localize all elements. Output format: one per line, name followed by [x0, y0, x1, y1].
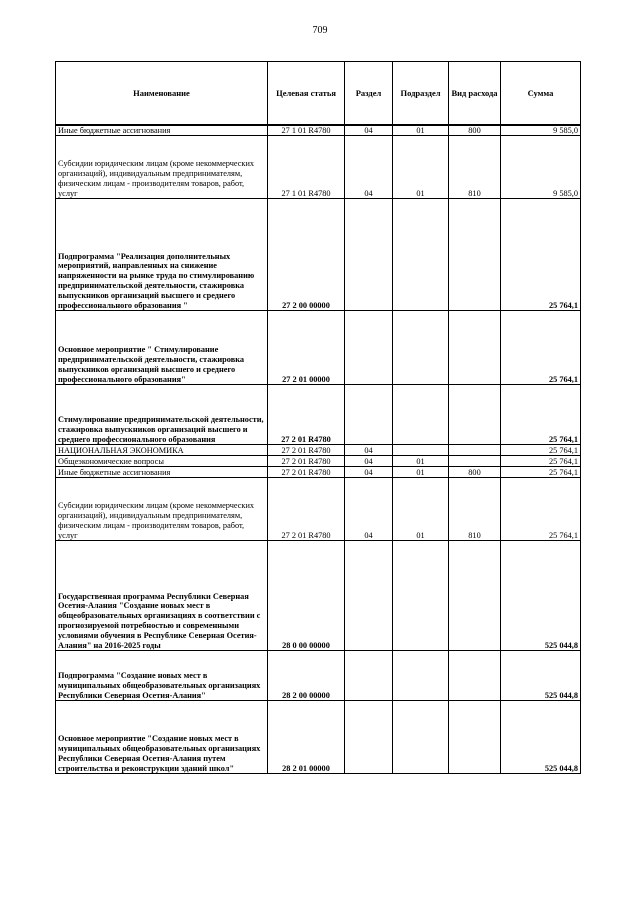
row-subsection — [393, 701, 449, 774]
header-subsection: Подраздел — [393, 62, 449, 125]
row-amount: 25 764,1 — [501, 467, 581, 478]
row-target: 27 2 01 R4780 — [268, 445, 345, 456]
row-target: 27 1 01 R4780 — [268, 136, 345, 199]
row-section — [345, 651, 393, 701]
table-row — [56, 445, 581, 456]
table-row — [56, 478, 581, 541]
row-name: Субсидии юридическим лицам (кроме некоммерческих организаций), индивидуальным предпринимателям, физическим лицам - производителям товаров, работ, услуг — [56, 136, 268, 199]
row-amount: 525 044,8 — [501, 541, 581, 651]
table-row — [56, 136, 581, 199]
row-expense-type — [449, 651, 501, 701]
row-subsection — [393, 199, 449, 311]
row-section — [345, 385, 393, 445]
row-amount: 25 764,1 — [501, 385, 581, 445]
header-target: Целевая статья — [268, 62, 345, 125]
row-subsection — [393, 311, 449, 385]
table-header-row — [56, 62, 581, 125]
row-expense-type: 810 — [449, 478, 501, 541]
row-subsection — [393, 651, 449, 701]
row-section — [345, 311, 393, 385]
row-target: 28 0 00 00000 — [268, 541, 345, 651]
row-section: 04 — [345, 456, 393, 467]
row-section — [345, 701, 393, 774]
header-expense-type: Вид расхода — [449, 62, 501, 125]
row-expense-type — [449, 541, 501, 651]
row-amount: 25 764,1 — [501, 478, 581, 541]
row-name: Подпрограмма "Реализация дополнительных мероприятий, направленных на снижение напряженности на рынке труда по стимулированию предпринимательской деятельности, стажировка выпускников организаций высшего и среднего профессионального образования " — [56, 199, 268, 311]
header-name: Наименование — [56, 62, 268, 125]
table-row — [56, 467, 581, 478]
row-target: 28 2 00 00000 — [268, 651, 345, 701]
row-subsection: 01 — [393, 467, 449, 478]
row-expense-type — [449, 445, 501, 456]
row-section — [345, 199, 393, 311]
row-expense-type — [449, 385, 501, 445]
row-name: НАЦИОНАЛЬНАЯ ЭКОНОМИКА — [56, 445, 268, 456]
row-name: Общеэкономические вопросы — [56, 456, 268, 467]
row-subsection — [393, 541, 449, 651]
row-expense-type: 800 — [449, 467, 501, 478]
row-target: 27 1 01 R4780 — [268, 125, 345, 136]
row-expense-type — [449, 701, 501, 774]
table-body — [56, 125, 581, 774]
row-section: 04 — [345, 136, 393, 199]
row-amount: 525 044,8 — [501, 701, 581, 774]
row-expense-type: 800 — [449, 125, 501, 136]
row-expense-type: 810 — [449, 136, 501, 199]
table-row — [56, 199, 581, 311]
row-section: 04 — [345, 467, 393, 478]
table-row — [56, 456, 581, 467]
row-target: 27 2 01 R4780 — [268, 467, 345, 478]
row-section: 04 — [345, 445, 393, 456]
row-subsection: 01 — [393, 125, 449, 136]
row-expense-type — [449, 456, 501, 467]
row-amount: 25 764,1 — [501, 445, 581, 456]
row-subsection — [393, 445, 449, 456]
row-name: Иные бюджетные ассигнования — [56, 125, 268, 136]
row-expense-type — [449, 311, 501, 385]
row-amount: 9 585,0 — [501, 136, 581, 199]
row-name: Иные бюджетные ассигнования — [56, 467, 268, 478]
row-name: Субсидии юридическим лицам (кроме некоммерческих организаций), индивидуальным предпринимателям, физическим лицам - производителям товаров, работ, услуг — [56, 478, 268, 541]
page-number: 709 — [312, 25, 328, 36]
row-subsection: 01 — [393, 136, 449, 199]
row-target: 27 2 01 R4780 — [268, 478, 345, 541]
row-target: 27 2 01 R4780 — [268, 456, 345, 467]
table-row — [56, 651, 581, 701]
row-subsection: 01 — [393, 456, 449, 467]
row-name: Подпрограмма "Создание новых мест в муниципальных общеобразовательных организациях Республики Северная Осетия-Алания" — [56, 651, 268, 701]
table-row — [56, 701, 581, 774]
row-section — [345, 541, 393, 651]
row-name: Государственная программа Республики Северная Осетия-Алания "Создание новых мест в общеобразовательных организациях в соответствии с прогнозируемой потребностью и современными условиями обучения в Республике Северная Осетия-Алания" на 2016-2025 годы — [56, 541, 268, 651]
header-amount: Сумма — [501, 62, 581, 125]
row-amount: 525 044,8 — [501, 651, 581, 701]
row-amount: 9 585,0 — [501, 125, 581, 136]
row-amount: 25 764,1 — [501, 456, 581, 467]
row-name: Основное мероприятие "Создание новых мест в муниципальных общеобразовательных организациях Республики Северная Осетия-Алания путем строительства и реконструкции зданий школ" — [56, 701, 268, 774]
row-target: 28 2 01 00000 — [268, 701, 345, 774]
row-amount: 25 764,1 — [501, 311, 581, 385]
budget-table — [55, 61, 581, 774]
row-expense-type — [449, 199, 501, 311]
row-target: 27 2 00 00000 — [268, 199, 345, 311]
row-section: 04 — [345, 478, 393, 541]
row-target: 27 2 01 00000 — [268, 311, 345, 385]
table-row — [56, 125, 581, 136]
row-target: 27 2 01 R4780 — [268, 385, 345, 445]
row-section: 04 — [345, 125, 393, 136]
table-row — [56, 385, 581, 445]
row-name: Основное мероприятие " Стимулирование предпринимательской деятельности, стажировка выпускников организаций высшего и среднего профессионального образования" — [56, 311, 268, 385]
row-amount: 25 764,1 — [501, 199, 581, 311]
table-row — [56, 541, 581, 651]
row-name: Стимулирование предпринимательской деятельности, стажировка выпускников организаций высшего и среднего профессионального образования — [56, 385, 268, 445]
header-section: Раздел — [345, 62, 393, 125]
table-row — [56, 311, 581, 385]
row-subsection — [393, 385, 449, 445]
row-subsection: 01 — [393, 478, 449, 541]
